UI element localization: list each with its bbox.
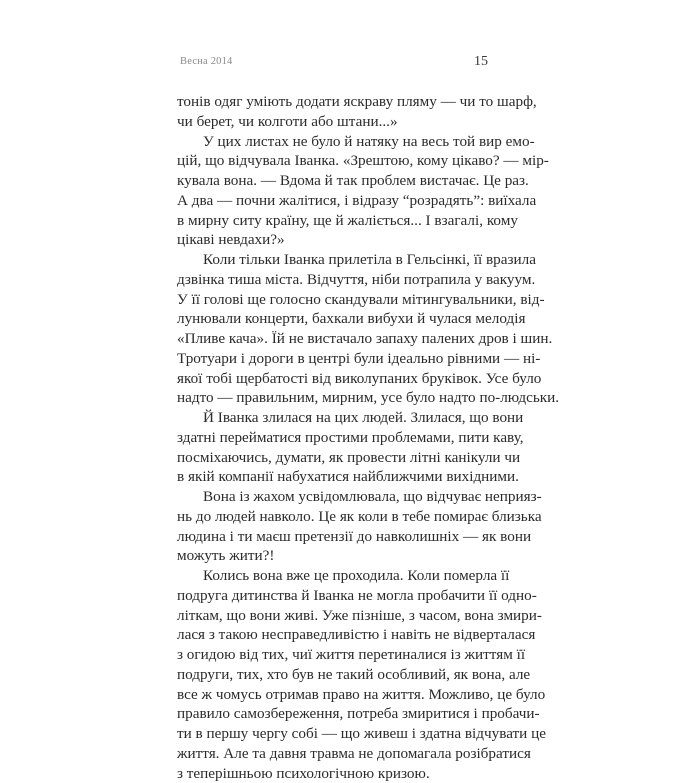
text-line: цій, що відчувала Іванка. «Зрештою, кому цікаво? — мір-	[177, 151, 488, 171]
text-line: Тротуари і дороги в центрі були ідеально рівними — ні-	[177, 349, 488, 369]
text-line: лася з такою несправедливістю і навіть не відверталася	[177, 625, 488, 645]
text-line: надто — правильним, мирним, усе було надто по-людськи.	[177, 388, 488, 408]
text-line: У цих листах не було й натяку на весь той вир емо-	[177, 132, 488, 152]
text-line: лунювали концерти, бахкали вибухи й чулася мелодія	[177, 309, 488, 329]
text-line: можуть жити?!	[177, 546, 488, 566]
text-line: якої тобі щербатості від виколупаних бруківок. Усе було	[177, 369, 488, 389]
text-line: У її голові ще голосно скандували мітингувальники, від-	[177, 290, 488, 310]
text-line: чи берет, чи колготи або штани...»	[177, 112, 488, 132]
text-line: кувала вона. — Вдома й так проблем вистачає. Це раз.	[177, 171, 488, 191]
text-line: «Пливе кача». Їй не вистачало запаху палених дров і шин.	[177, 329, 488, 349]
text-line: правило самозбереження, потреба змиритися і пробачи-	[177, 704, 488, 724]
text-line: все ж чомусь отримав право на життя. Можливо, це було	[177, 685, 488, 705]
page-number: 15	[462, 54, 488, 70]
text-line: подруги, тих, хто був не такий особливий, як вона, але	[177, 665, 488, 685]
text-line: в якій компанії набухатися найближчими вихідними.	[177, 467, 488, 487]
body-text	[177, 92, 488, 783]
text-line: А два — почни жалітися, і відразу “розрадять”: виїхала	[177, 191, 488, 211]
text-line: Й Іванка злилася на цих людей. Злилася, що вони	[177, 408, 488, 428]
text-line: Вона із жахом усвідомлювала, що відчуває неприяз-	[177, 487, 488, 507]
text-line: цікаві невдахи?»	[177, 230, 488, 250]
text-line: ти в першу чергу собі — що живеш і здатна відчувати це	[177, 724, 488, 744]
text-line: життя. Але та давня травма не допомагала розібратися	[177, 744, 488, 764]
text-line: подруга дитинства й Іванка не могла пробачити її одно-	[177, 586, 488, 606]
text-line: здатні перейматися простими проблемами, пити каву,	[177, 428, 488, 448]
text-line: Коли тільки Іванка прилетіла в Гельсінкі, її вразила	[177, 250, 488, 270]
text-line: з теперішньою психологічною кризою.	[177, 764, 488, 783]
text-line: людина і ти маєш претензії до навколишніх — як вони	[177, 527, 488, 547]
text-line: тонів одяг уміють додати яскраву пляму — чи то шарф,	[177, 92, 488, 112]
text-line: літкам, що вони живі. Уже пізніше, з часом, вона змири-	[177, 606, 488, 626]
text-line: з огидою від тих, чиї життя перетиналися із життям її	[177, 645, 488, 665]
text-line: дзвінка тиша міста. Відчуття, ніби потрапила у вакуум.	[177, 270, 488, 290]
running-head: Весна 2014	[180, 56, 233, 67]
text-line: Колись вона вже це проходила. Коли померла її	[177, 566, 488, 586]
text-line: нь до людей навколо. Це як коли в тебе помирає близька	[177, 507, 488, 527]
text-line: в мирну ситу країну, ще й жаліється... І взагалі, кому	[177, 211, 488, 231]
text-line: посміхаючись, думати, як провести літні канікули чи	[177, 448, 488, 468]
